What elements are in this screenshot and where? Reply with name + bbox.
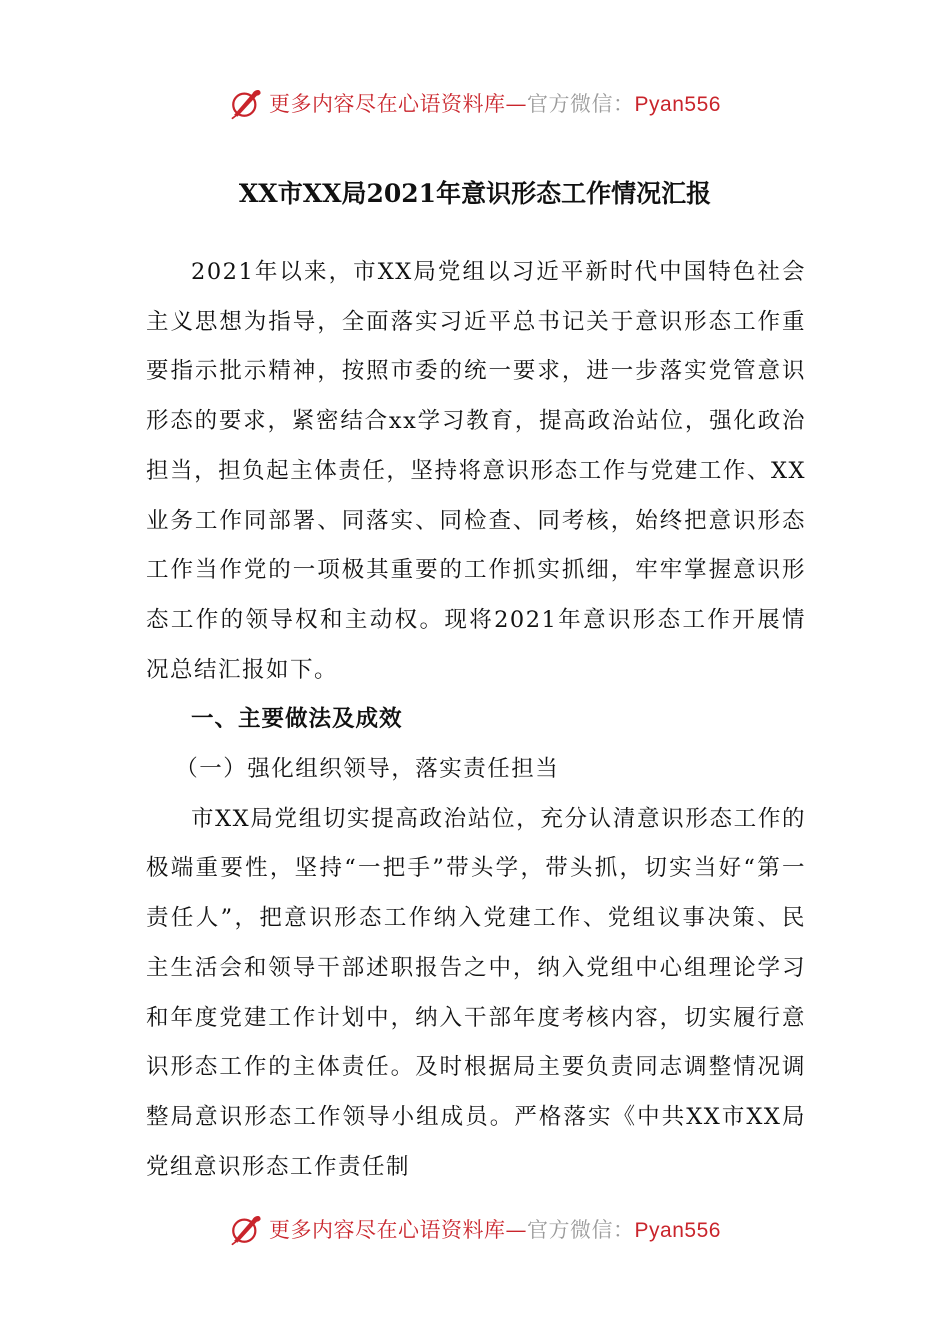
watermark-text — [269, 1214, 721, 1244]
watermark-wechat-label: 官方微信： — [527, 92, 635, 116]
subsection-paragraph-1: 市XX局党组切实提高政治站位，充分认清意识形态工作的极端重要性，坚持“一把手”带头学，带头抓，切实当好“第一责任人”，把意识形态工作纳入党建工作、党组议事决策、民主生活会和领导干部述职报告之中，纳入党组中心组理论学习和年度党建工作计划中，纳入干部年度考核内容，切实履行意识形态工作的主体责任。及时根据局主要负责同志调整情况调整局意识形态工作领导小组成员。严格落实《中共XX市XX局党组意识形态工作责任制 — [146, 805, 806, 1180]
watermark-dash: — — [505, 92, 528, 116]
section-heading-1: 一、主要做法及成效 — [191, 706, 403, 733]
footer-watermark — [0, 1209, 950, 1249]
quill-pen-logo-icon — [229, 86, 263, 120]
document-body — [146, 248, 806, 1192]
watermark-wechat-id: Pyan556 — [634, 93, 721, 116]
header-watermark — [0, 83, 950, 123]
document-title: XX市XX局2021年意识形态工作情况汇报 — [238, 179, 712, 208]
watermark-brand: 更多内容尽在心语资料库 — [269, 1218, 506, 1242]
quill-pen-logo-icon — [229, 1212, 263, 1246]
watermark-dash: — — [505, 1218, 528, 1242]
watermark-wechat-id: Pyan556 — [634, 1219, 721, 1242]
intro-paragraph: 2021年以来，市XX局党组以习近平新时代中国特色社会主义思想为指导，全面落实习近平总书记关于意识形态工作重要指示批示精神，按照市委的统一要求，进一步落实党管意识形态的要求，紧密结合xx学习教育，提高政治站位，强化政治担当，担负起主体责任，坚持将意识形态工作与党建工作、XX业务工作同部署、同落实、同检查、同考核，始终把意识形态工作当作党的一项极其重要的工作抓实抓细，牢牢掌握意识形态工作的领导权和主动权。现将2021年意识形态工作开展情况总结汇报如下。 — [146, 259, 806, 683]
subsection-heading-1: （一）强化组织领导，落实责任担当 — [175, 756, 560, 783]
watermark-text — [269, 88, 721, 118]
watermark-brand: 更多内容尽在心语资料库 — [269, 92, 506, 116]
watermark-wechat-label: 官方微信： — [527, 1218, 635, 1242]
